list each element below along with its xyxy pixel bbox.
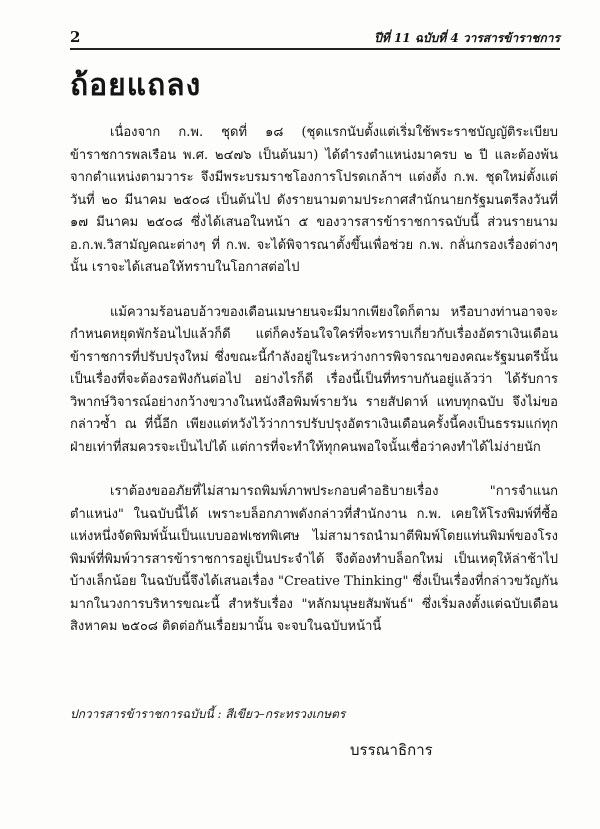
page-header <box>70 26 560 50</box>
page-number: 2 <box>70 28 81 46</box>
running-head: ปีที่ 11 ฉบับที่ 4 วารสารข้าราชการ <box>374 31 560 45</box>
page-title: ถ้อยแถลง <box>70 68 202 103</box>
editor-signature: บรรณาธิการ <box>350 741 433 759</box>
paragraph-3: เราต้องขออภัยที่ไม่สามารถพิมพ์ภาพประกอบคำอธิบายเรื่อง "การจำแนกตำแหน่ง" ในฉบับนี้ได้ เพราะบล็อกภาพดังกล่าวที่สำนักงาน ก.พ. เคยให้โรงพิมพ์ที่ซื้อแห่งหนึ่งจัดพิมพ์นั้นเป็นแบบออฟเซทพิเศษ ไม่สามารถนำมาตีพิมพ์โดยแท่นพิมพ์ของโรงพิมพ์ที่พิมพ์วารสารข้าราชการอยู่เป็นประจำได้ จึงต้องทำบล็อกใหม่ เป็นเหตุให้ล่าช้าไปบ้างเล็กน้อย ในฉบับนี้จึงได้เสนอเรื่อง "Creative Thinking" ซึ่งเป็นเรื่องที่กล่าวขวัญกันมากในวงการบริหารขณะนี้ สำหรับเรื่อง "หลักมนุษยสัมพันธ์" ซึ่งเริ่มลงตั้งแต่ฉบับเดือนสิงหาคม ๒๕๐๘ ติดต่อกันเรื่อยมานั้น จะจบในฉบับหน้านี้ <box>70 484 558 634</box>
header-rule <box>70 48 560 50</box>
editorial-body <box>70 122 558 639</box>
paragraph-2: แม้ความร้อนอบอ้าวของเดือนเมษายนจะมีมากเพียงใดก็ตาม หรือบางท่านอาจจะกำหนดหยุดพักร้อนไปแล้วก็ดี แต่ก็คงร้อนใจใคร่ที่จะทราบเกี่ยวกับเรื่องอัตราเงินเดือนข้าราชการที่ปรับปรุงใหม่ ซึ่งขณะนี้กำลังอยู่ในระหว่างการพิจารณาของคณะรัฐมนตรีนั้น เป็นเรื่องที่จะต้องรอฟังกันต่อไป อย่างไรก็ดี เรื่องนี้เป็นที่ทราบกันอยู่แล้วว่า ได้รับการวิพากษ์วิจารณ์อย่างกว้างขวางในหนังสือพิมพ์รายวัน รายสัปดาห์ แทบทุกฉบับ จึงไม่ขอกล่าวซ้ำ ณ ที่นี้อีก เพียงแต่หวังไว้ว่าการปรับปรุงอัตราเงินเดือนครั้งนี้คงเป็นธรรมแก่ทุกฝ่ายเท่าที่สมควรจะเป็นไปได้ แต่การที่จะทำให้ทุกคนพอใจนั้นเชื่อว่าคงทำได้ไม่ง่ายนัก <box>70 304 558 455</box>
cover-note: ปกวารสารข้าราชการฉบับนี้ : สีเขียว–กระทรวงเกษตร <box>70 707 346 721</box>
paragraph-1: เนื่องจาก ก.พ. ชุดที่ ๑๘ (ชุดแรกนับตั้งแต่เริ่มใช้พระราชบัญญัติระเบียบข้าราชการพลเรือน พ.ศ. ๒๔๗๖ เป็นต้นมา) ได้ดำรงตำแหน่งมาครบ ๒ ปี และต้องพ้นจากตำแหน่งตามวาระ จึงมีพระบรมราชโองการโปรดเกล้าฯ แต่งตั้ง ก.พ. ชุดใหม่ตั้งแต่วันที่ ๒๐ มีนาคม ๒๕๐๘ เป็นต้นไป ดังรายนามตามประกาศสำนักนายกรัฐมนตรีลงวันที่ ๑๗ มีนาคม ๒๕๐๘ ซึ่งได้เสนอในหน้า ๕ ของวารสารข้าราชการฉบับนี้ ส่วนรายนาม อ.ก.พ.วิสามัญคณะต่างๆ ที่ ก.พ. จะได้พิจารณาตั้งขึ้นเพื่อช่วย ก.พ. กลั่นกรองเรื่องต่างๆ นั้น เราจะได้เสนอให้ทราบในโอกาสต่อไป <box>70 125 558 275</box>
